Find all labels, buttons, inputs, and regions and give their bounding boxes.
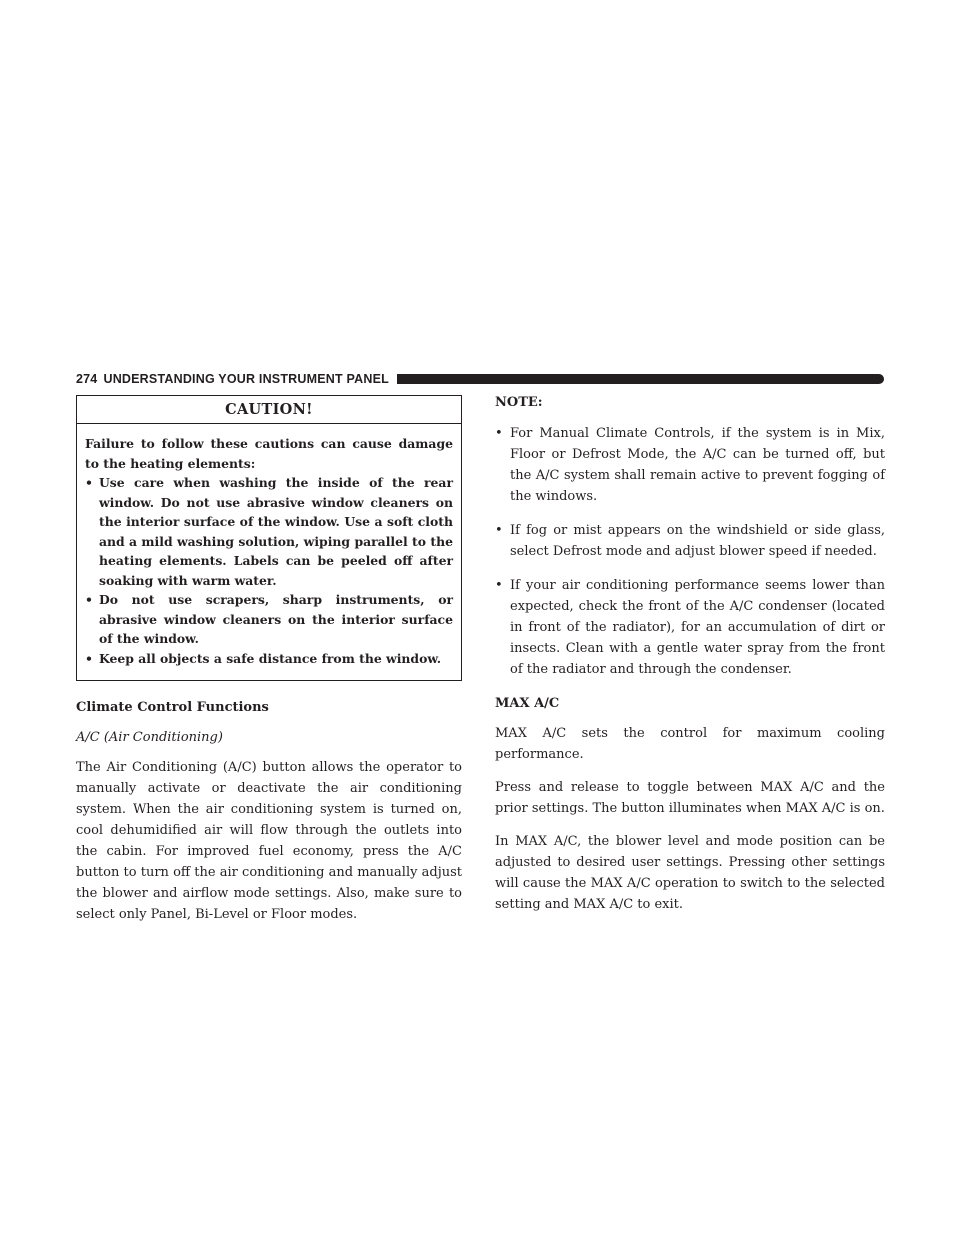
ac-paragraph: The Air Conditioning (A/C) button allows the operator to manually activate or deactivate the air conditioning system. When the air conditioning system is turned on, cool dehumidified air will flow through the outlets into the cabin. For improved fuel economy, press the A/C button to turn off the air conditioning and manually adjust the blower and airflow mode settings. Also, make sure to select only Panel, Bi-Level or Floor modes. [76, 760, 462, 922]
bullet-icon: • [85, 475, 93, 490]
max-ac-paragraph: MAX A/C sets the control for maximum cooling performance. [495, 726, 885, 762]
caution-title: CAUTION! [77, 396, 461, 424]
note-list [495, 423, 885, 680]
caution-box [76, 395, 462, 681]
max-ac-heading: MAX A/C [495, 696, 560, 711]
bullet-icon: • [495, 523, 503, 538]
caution-body [77, 424, 461, 668]
section-title: UNDERSTANDING YOUR INSTRUMENT PANEL [103, 372, 389, 386]
bullet-icon: • [495, 578, 503, 593]
note-item: • If your air conditioning performance seems lower than expected, check the front of the A/C condenser (located in front of the radiator), for an accumulation of dirt or insects. Clean with a gentle water spray from the front of the radiator and through the condenser. [495, 575, 885, 680]
caution-item: • Keep all objects a safe distance from the window. [85, 649, 453, 669]
bullet-icon: • [85, 650, 93, 666]
bullet-icon: • [495, 426, 503, 441]
caution-list [85, 473, 453, 668]
caution-item: • Do not use scrapers, sharp instruments, or abrasive window cleaners on the interior surface of the window. [85, 592, 453, 646]
caution-intro: Failure to follow these cautions can cause damage to the heating elements: [85, 436, 453, 471]
climate-control-heading: Climate Control Functions [76, 700, 269, 715]
header-rule [397, 374, 884, 384]
note-item: • If fog or mist appears on the windshield or side glass, select Defrost mode and adjust blower speed if needed. [495, 520, 885, 562]
max-ac-paragraph: In MAX A/C, the blower level and mode position can be adjusted to desired user settings. Pressing other settings will cause the MAX A/C operation to switch to the selected setting and MAX A/C to exit. [495, 834, 885, 912]
page-header [76, 368, 884, 390]
note-item: • For Manual Climate Controls, if the system is in Mix, Floor or Defrost Mode, the A/C can be turned off, but the A/C system shall remain active to prevent fogging of the windows. [495, 423, 885, 507]
bullet-icon: • [85, 592, 93, 607]
right-column [495, 395, 885, 915]
caution-item: • Use care when washing the inside of the rear window. Do not use abrasive window cleaners on the interior surface of the window. Use a soft cloth and a mild washing solution, wiping parallel to the heating elements. Labels can be peeled off after soaking with warm water. [85, 475, 453, 588]
page-number: 274 [76, 372, 98, 386]
max-ac-paragraph: Press and release to toggle between MAX A/C and the prior settings. The button illuminates when MAX A/C is on. [495, 780, 885, 816]
note-label: NOTE: [495, 395, 543, 410]
left-column [76, 395, 462, 925]
ac-subheading: A/C (Air Conditioning) [76, 730, 223, 745]
